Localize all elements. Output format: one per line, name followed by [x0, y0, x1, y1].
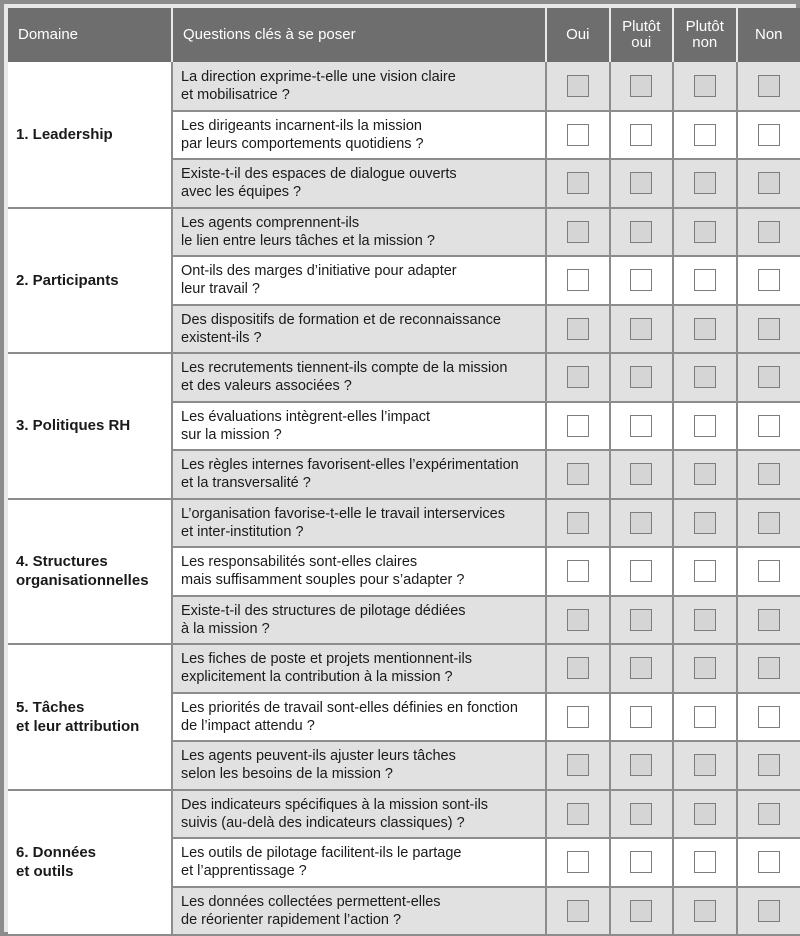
question-text: par leurs comportements quotidiens ? — [181, 135, 424, 152]
checkbox-oui[interactable] — [567, 851, 589, 873]
answer-cell-non — [737, 305, 800, 354]
question-cell — [172, 402, 546, 451]
answer-cell-oui — [546, 305, 610, 354]
answer-cell-non — [737, 596, 800, 645]
question-text: de l’impact attendu ? — [181, 717, 315, 734]
answer-cell-non — [737, 887, 800, 936]
question-text: mais suffisamment souples pour s’adapter ? — [181, 572, 465, 589]
checkbox-oui[interactable] — [567, 754, 589, 776]
answer-cell-non — [737, 159, 800, 208]
question-text: et inter-institution ? — [181, 523, 304, 540]
question-cell — [172, 353, 546, 402]
question-row — [8, 208, 800, 257]
answer-cell-plutot-oui — [610, 838, 674, 887]
answer-cell-non — [737, 499, 800, 548]
domain-cell — [8, 353, 172, 499]
answer-cell-plutot-oui — [610, 208, 674, 257]
answer-cell-non — [737, 62, 800, 111]
question-text: à la mission ? — [181, 620, 270, 637]
answer-cell-non — [737, 644, 800, 693]
checkbox-plutot-oui[interactable] — [630, 463, 652, 485]
answer-cell-plutot-oui — [610, 353, 674, 402]
checkbox-plutot-non[interactable] — [694, 754, 716, 776]
checkbox-non[interactable] — [758, 754, 780, 776]
question-text: Les recrutements tiennent-ils compte de la mission — [181, 360, 508, 377]
answer-cell-oui — [546, 887, 610, 936]
answer-cell-non — [737, 838, 800, 887]
question-text: selon les besoins de la mission ? — [181, 766, 393, 783]
checkbox-plutot-oui[interactable] — [630, 512, 652, 534]
checkbox-non[interactable] — [758, 172, 780, 194]
question-cell — [172, 159, 546, 208]
answer-cell-oui — [546, 596, 610, 645]
checkbox-non[interactable] — [758, 463, 780, 485]
header-non: Non — [737, 8, 800, 62]
domain-cell — [8, 499, 172, 645]
answer-cell-plutot-oui — [610, 790, 674, 839]
question-text: Les agents peuvent-ils ajuster leurs tâches — [181, 748, 456, 765]
checkbox-plutot-non[interactable] — [694, 512, 716, 534]
table-body — [8, 62, 800, 935]
question-row — [8, 790, 800, 839]
header-row — [8, 8, 800, 62]
checkbox-plutot-oui[interactable] — [630, 124, 652, 146]
header-oui: Oui — [546, 8, 610, 62]
answer-cell-plutot-oui — [610, 644, 674, 693]
checkbox-non[interactable] — [758, 512, 780, 534]
answer-cell-plutot-oui — [610, 402, 674, 451]
header-plutot-oui: Plutôt oui — [610, 8, 674, 62]
checkbox-oui[interactable] — [567, 318, 589, 340]
checkbox-plutot-non[interactable] — [694, 657, 716, 679]
question-row — [8, 644, 800, 693]
checkbox-plutot-non[interactable] — [694, 318, 716, 340]
question-cell — [172, 790, 546, 839]
answer-cell-oui — [546, 159, 610, 208]
checkbox-oui[interactable] — [567, 269, 589, 291]
answer-cell-plutot-non — [673, 790, 737, 839]
question-cell — [172, 62, 546, 111]
domain-cell — [8, 208, 172, 354]
answer-cell-plutot-non — [673, 499, 737, 548]
question-text: Les outils de pilotage facilitent-ils le partage — [181, 845, 462, 862]
answer-cell-oui — [546, 547, 610, 596]
answer-cell-plutot-non — [673, 887, 737, 936]
answer-cell-non — [737, 741, 800, 790]
checkbox-plutot-oui[interactable] — [630, 269, 652, 291]
checkbox-non[interactable] — [758, 415, 780, 437]
question-text: La direction exprime-t-elle une vision claire — [181, 68, 456, 85]
question-cell — [172, 644, 546, 693]
checkbox-plutot-non[interactable] — [694, 221, 716, 243]
header-domain: Domaine — [8, 8, 172, 62]
checkbox-non[interactable] — [758, 75, 780, 97]
domain-label: et leur attribution — [16, 717, 140, 735]
question-cell — [172, 450, 546, 499]
answer-cell-oui — [546, 402, 610, 451]
question-text: Les agents comprennent-ils — [181, 214, 360, 231]
question-text: existent-ils ? — [181, 329, 262, 346]
answer-cell-plutot-non — [673, 644, 737, 693]
answer-cell-non — [737, 693, 800, 742]
answer-cell-plutot-oui — [610, 256, 674, 305]
checkbox-oui[interactable] — [567, 124, 589, 146]
question-text: Existe-t-il des structures de pilotage dédiées — [181, 602, 466, 619]
checkbox-oui[interactable] — [567, 512, 589, 534]
checkbox-plutot-oui[interactable] — [630, 415, 652, 437]
domain-label: 3. Politiques RH — [16, 417, 131, 435]
header-plutot-non: Plutôt non — [673, 8, 737, 62]
checkbox-plutot-non[interactable] — [694, 172, 716, 194]
checkbox-plutot-non[interactable] — [694, 75, 716, 97]
checkbox-plutot-oui[interactable] — [630, 366, 652, 388]
checkbox-non[interactable] — [758, 803, 780, 825]
checkbox-oui[interactable] — [567, 415, 589, 437]
checkbox-plutot-non[interactable] — [694, 560, 716, 582]
answer-cell-oui — [546, 644, 610, 693]
checkbox-plutot-non[interactable] — [694, 609, 716, 631]
answer-cell-non — [737, 111, 800, 160]
domain-cell — [8, 644, 172, 790]
checkbox-plutot-oui[interactable] — [630, 560, 652, 582]
answer-cell-plutot-oui — [610, 305, 674, 354]
answer-cell-non — [737, 450, 800, 499]
answer-cell-oui — [546, 450, 610, 499]
answer-cell-plutot-non — [673, 353, 737, 402]
question-cell — [172, 887, 546, 936]
question-text: de réorienter rapidement l’action ? — [181, 911, 402, 928]
checkbox-oui[interactable] — [567, 900, 589, 922]
question-text: Les évaluations intègrent-elles l’impact — [181, 408, 431, 425]
checkbox-non[interactable] — [758, 900, 780, 922]
question-cell — [172, 547, 546, 596]
answer-cell-plutot-non — [673, 256, 737, 305]
answer-cell-plutot-non — [673, 305, 737, 354]
self-assessment-table — [8, 8, 800, 936]
checkbox-oui[interactable] — [567, 803, 589, 825]
checkbox-plutot-oui[interactable] — [630, 754, 652, 776]
checkbox-plutot-oui[interactable] — [630, 657, 652, 679]
checkbox-plutot-oui[interactable] — [630, 221, 652, 243]
checkbox-plutot-non[interactable] — [694, 851, 716, 873]
domain-label: 4. Structures — [16, 553, 108, 571]
question-cell — [172, 208, 546, 257]
answer-cell-plutot-non — [673, 693, 737, 742]
checkbox-plutot-oui[interactable] — [630, 706, 652, 728]
checkbox-plutot-non[interactable] — [694, 366, 716, 388]
checkbox-plutot-oui[interactable] — [630, 75, 652, 97]
answer-cell-oui — [546, 353, 610, 402]
checkbox-non[interactable] — [758, 269, 780, 291]
answer-cell-plutot-oui — [610, 887, 674, 936]
domain-cell — [8, 62, 172, 208]
checkbox-plutot-oui[interactable] — [630, 851, 652, 873]
question-text: Les fiches de poste et projets mentionnent-ils — [181, 651, 472, 668]
checkbox-oui[interactable] — [567, 172, 589, 194]
checkbox-plutot-non[interactable] — [694, 269, 716, 291]
question-row — [8, 353, 800, 402]
answer-cell-oui — [546, 693, 610, 742]
checkbox-non[interactable] — [758, 221, 780, 243]
question-cell — [172, 838, 546, 887]
question-text: et des valeurs associées ? — [181, 378, 352, 395]
answer-cell-oui — [546, 741, 610, 790]
answer-cell-plutot-non — [673, 838, 737, 887]
answer-cell-plutot-non — [673, 159, 737, 208]
answer-cell-oui — [546, 111, 610, 160]
checkbox-oui[interactable] — [567, 560, 589, 582]
question-text: Les priorités de travail sont-elles définies en fonction — [181, 699, 518, 716]
domain-label: et outils — [16, 863, 74, 881]
question-text: leur travail ? — [181, 281, 260, 298]
answer-cell-plutot-non — [673, 208, 737, 257]
checkbox-oui[interactable] — [567, 221, 589, 243]
answer-cell-non — [737, 256, 800, 305]
question-text: sur la mission ? — [181, 426, 282, 443]
answer-cell-plutot-oui — [610, 741, 674, 790]
checkbox-plutot-non[interactable] — [694, 463, 716, 485]
question-cell — [172, 111, 546, 160]
answer-cell-oui — [546, 499, 610, 548]
answer-cell-non — [737, 208, 800, 257]
checkbox-plutot-non[interactable] — [694, 415, 716, 437]
header-questions: Questions clés à se poser — [172, 8, 546, 62]
question-text: et la transversalité ? — [181, 475, 311, 492]
question-text: suivis (au-delà des indicateurs classiques) ? — [181, 814, 465, 831]
answer-cell-plutot-non — [673, 596, 737, 645]
answer-cell-non — [737, 353, 800, 402]
checkbox-plutot-oui[interactable] — [630, 803, 652, 825]
answer-cell-plutot-oui — [610, 159, 674, 208]
question-text: Les responsabilités sont-elles claires — [181, 554, 418, 571]
answer-cell-plutot-non — [673, 111, 737, 160]
checkbox-non[interactable] — [758, 609, 780, 631]
domain-cell — [8, 790, 172, 936]
answer-cell-oui — [546, 208, 610, 257]
checkbox-non[interactable] — [758, 706, 780, 728]
question-text: Les règles internes favorisent-elles l’expérimentation — [181, 457, 519, 474]
checkbox-oui[interactable] — [567, 706, 589, 728]
answer-cell-plutot-oui — [610, 62, 674, 111]
answer-cell-non — [737, 547, 800, 596]
question-cell — [172, 596, 546, 645]
question-cell — [172, 741, 546, 790]
question-text: et mobilisatrice ? — [181, 86, 290, 103]
answer-cell-oui — [546, 838, 610, 887]
checkbox-non[interactable] — [758, 318, 780, 340]
question-cell — [172, 693, 546, 742]
checkbox-non[interactable] — [758, 124, 780, 146]
checkbox-non[interactable] — [758, 851, 780, 873]
question-text: avec les équipes ? — [181, 184, 302, 201]
checkbox-oui[interactable] — [567, 463, 589, 485]
question-cell — [172, 499, 546, 548]
answer-cell-oui — [546, 62, 610, 111]
checkbox-plutot-oui[interactable] — [630, 609, 652, 631]
question-text: explicitement la contribution à la mission ? — [181, 669, 453, 686]
answer-cell-plutot-oui — [610, 596, 674, 645]
answer-cell-plutot-non — [673, 450, 737, 499]
domain-label: 1. Leadership — [16, 125, 113, 143]
answer-cell-plutot-oui — [610, 450, 674, 499]
answer-cell-plutot-non — [673, 62, 737, 111]
question-text: Ont-ils des marges d’initiative pour adapter — [181, 263, 457, 280]
answer-cell-plutot-non — [673, 741, 737, 790]
domain-label: 5. Tâches — [16, 698, 85, 716]
answer-cell-plutot-oui — [610, 499, 674, 548]
checkbox-plutot-non[interactable] — [694, 803, 716, 825]
answer-cell-oui — [546, 256, 610, 305]
question-text: Les données collectées permettent-elles — [181, 893, 441, 910]
checkbox-plutot-non[interactable] — [694, 124, 716, 146]
checkbox-plutot-oui[interactable] — [630, 318, 652, 340]
checkbox-oui[interactable] — [567, 366, 589, 388]
domain-label: organisationnelles — [16, 572, 149, 590]
checkbox-plutot-non[interactable] — [694, 706, 716, 728]
question-row — [8, 62, 800, 111]
checkbox-non[interactable] — [758, 560, 780, 582]
question-text: Des dispositifs de formation et de reconnaissance — [181, 311, 501, 328]
question-text: et l’apprentissage ? — [181, 863, 307, 880]
question-text: Les dirigeants incarnent-ils la mission — [181, 117, 422, 134]
question-cell — [172, 256, 546, 305]
question-row — [8, 499, 800, 548]
domain-label: 6. Données — [16, 844, 97, 862]
answer-cell-oui — [546, 790, 610, 839]
checkbox-plutot-oui[interactable] — [630, 900, 652, 922]
domain-label: 2. Participants — [16, 271, 119, 289]
checkbox-oui[interactable] — [567, 75, 589, 97]
checkbox-non[interactable] — [758, 366, 780, 388]
question-cell — [172, 305, 546, 354]
question-text: Des indicateurs spécifiques à la mission sont-ils — [181, 796, 489, 813]
answer-cell-non — [737, 402, 800, 451]
answer-cell-plutot-oui — [610, 547, 674, 596]
answer-cell-plutot-non — [673, 547, 737, 596]
answer-cell-plutot-oui — [610, 693, 674, 742]
question-text: le lien entre leurs tâches et la mission ? — [181, 232, 435, 249]
question-text: Existe-t-il des espaces de dialogue ouverts — [181, 166, 457, 183]
checkbox-non[interactable] — [758, 657, 780, 679]
question-text: L’organisation favorise-t-elle le travail interservices — [181, 505, 505, 522]
answer-cell-plutot-oui — [610, 111, 674, 160]
checkbox-oui[interactable] — [567, 609, 589, 631]
answer-cell-non — [737, 790, 800, 839]
checkbox-plutot-non[interactable] — [694, 900, 716, 922]
answer-cell-plutot-non — [673, 402, 737, 451]
checkbox-plutot-oui[interactable] — [630, 172, 652, 194]
checkbox-oui[interactable] — [567, 657, 589, 679]
